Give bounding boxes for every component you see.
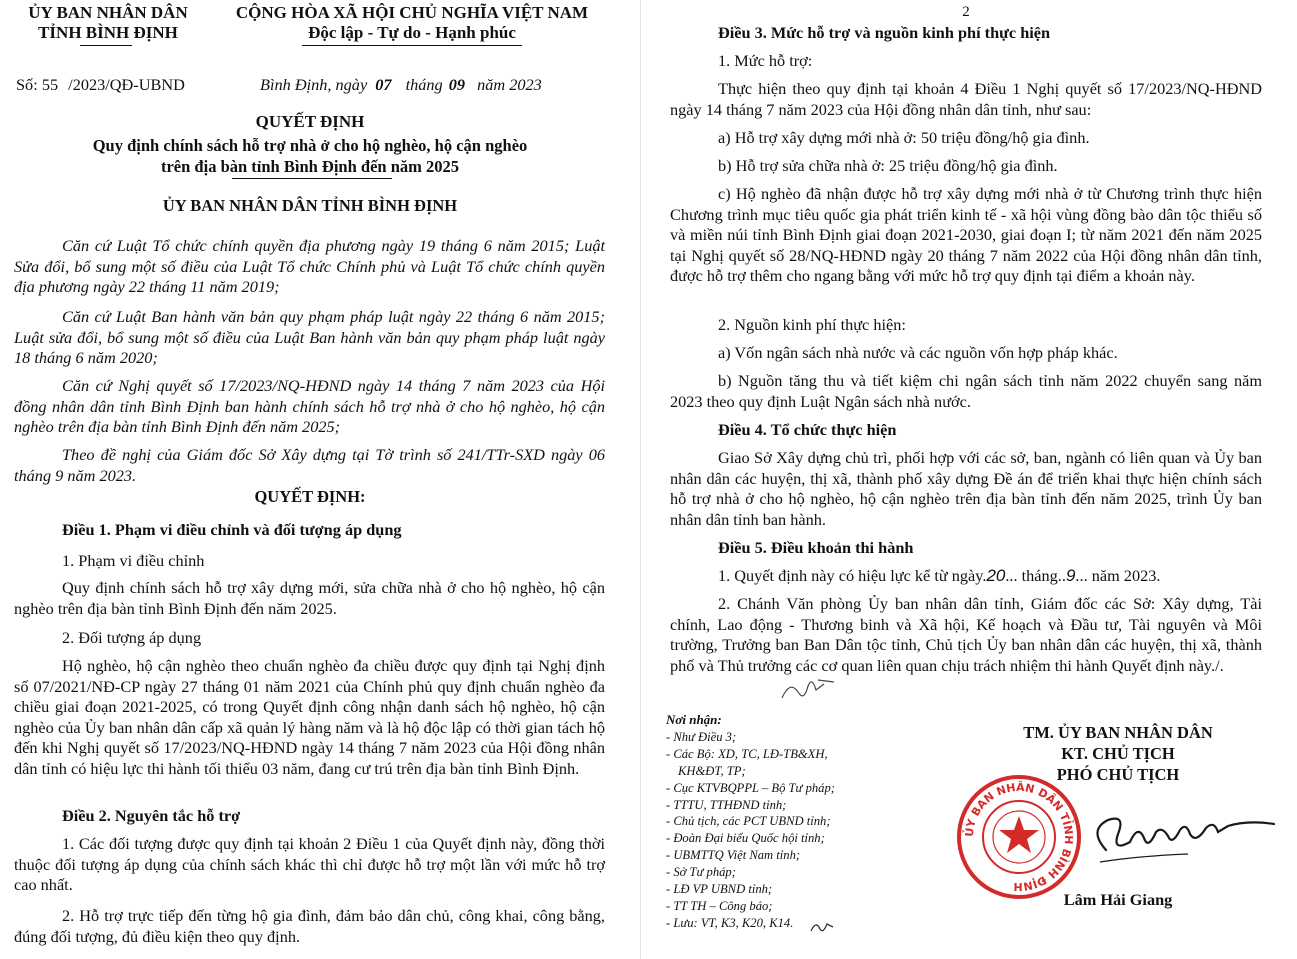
- article-4-title: Điều 4. Tổ chức thực hiện: [718, 420, 897, 439]
- article-5-clause-1: [718, 566, 1160, 587]
- place-date: [260, 75, 542, 95]
- page-number: 2: [962, 4, 970, 20]
- sign-title-2: KT. CHỦ TỊCH: [1061, 744, 1175, 763]
- recipient-item: - Các Bộ: XD, TC, LĐ-TB&XH,: [666, 746, 828, 761]
- date-month: 09: [448, 75, 466, 94]
- date-day: 07: [375, 75, 392, 94]
- article-1-clause-2-text: Hộ nghèo, hộ cận nghèo theo chuẩn nghèo đa chiều được quy định tại Nghị định số 07/2021/NĐ-CP ngày 27 tháng 01 năm 2021 của Chính phủ quy định chuẩn nghèo đa chiều giai đoạn 2021-2025, có trong Quyết định công nhận danh sách hộ nghèo, hộ cận nghèo của Ủy ban nhân dân cấp xã quản lý hàng năm và là hộ độc lập có thời gian tách hộ đến khi Nghị quyết số 17/2023/NQ-HĐND ngày 14 tháng 7 năm 2023 của Hội đồng nhân dân tỉnh có hiệu lực thi hành tối thiểu 03 năm, đang cư trú trên địa bàn tỉnh Bình Định.: [14, 656, 605, 778]
- page-2: [658, 0, 1297, 959]
- article-1-title: Điều 1. Phạm vi điều chỉnh và đối tượng áp dụng: [62, 520, 402, 539]
- recipient-item: - Đoàn Đại biểu Quốc hội tỉnh;: [666, 831, 825, 846]
- article-3-clause-1: 1. Mức hỗ trợ:: [718, 51, 813, 70]
- article-1-clause-1-text: Quy định chính sách hỗ trợ xây dựng mới, sửa chữa nhà ở cho hộ nghèo, hộ cận nghèo trên địa bàn tỉnh Bình Định đến năm 2025.: [14, 578, 605, 618]
- subject-underline: [232, 178, 392, 179]
- article-3-point-a: a) Hỗ trợ xây dựng mới nhà ở: 50 triệu đồng/hộ gia đình.: [718, 128, 1090, 147]
- legal-basis-2: Căn cứ Luật Ban hành văn bản quy phạm pháp luật ngày 22 tháng 6 năm 2015; Luật sửa đổi, bổ sung một số điều của Luật Ban hành văn bản quy phạm pháp luật ngày 18 tháng 6 năm 2020;: [14, 307, 605, 368]
- article-5-clause-2: 2. Chánh Văn phòng Ủy ban nhân dân tỉnh, Giám đốc các Sở: Xây dựng, Tài chính, Lao động - Thương binh và Xã hội, Kế hoạch và Đầu tư, Tài nguyên và Môi trường, Trưởng ban Ban Dân tộc tỉnh, Chủ tịch Ủy ban nhân dân các huyện, thị xã, thành phố và Thủ trưởng các cơ quan liên quan chịu trách nhiệm thi hành Quyết định này./.: [670, 594, 1262, 675]
- legal-basis-4: Theo đề nghị của Giám đốc Sở Xây dựng tại Tờ trình số 241/TTr-SXD ngày 06 tháng 9 năm 2023.: [14, 445, 605, 485]
- doc-no-value: 55: [41, 75, 59, 94]
- official-seal: [954, 772, 1084, 902]
- date-month-label: tháng: [405, 75, 443, 94]
- recipient-item: - Như Điều 3;: [666, 729, 737, 744]
- effective-month: 9: [1065, 566, 1076, 585]
- document-subject: [0, 135, 620, 177]
- document-type: QUYẾT ĐỊNH: [255, 112, 365, 131]
- recipient-item: - TT TH – Công báo;: [666, 898, 773, 913]
- page-gap: [640, 0, 641, 959]
- article-3-point-b: b) Hỗ trợ sửa chữa nhà ở: 25 triệu đồng/hộ gia đình.: [718, 156, 1058, 175]
- recipient-item: - Chủ tịch, các PCT UBND tỉnh;: [666, 814, 831, 829]
- motto-underline: [302, 45, 522, 46]
- recipients-block: [666, 712, 896, 932]
- article-3-clause-2: 2. Nguồn kinh phí thực hiện:: [718, 315, 906, 334]
- article-4-text: Giao Sở Xây dựng chủ trì, phối hợp với các sở, ban, ngành có liên quan và Ủy ban nhân dân các huyện, thị xã, thành phố xây dựng Đề án để triển khai thực hiện chính sách hỗ trợ nhà ở cho hộ nghèo, hộ cận nghèo trên địa bàn tỉnh đến năm 2025, trình Ủy ban nhân dân tỉnh ban hành.: [670, 448, 1262, 529]
- doc-no-suffix: /2023/QĐ-UBND: [68, 75, 185, 94]
- sign-title-3: PHÓ CHỦ TỊCH: [1056, 765, 1180, 784]
- motto: Độc lập - Tự do - Hạnh phúc: [308, 23, 516, 42]
- article-1-clause-1: 1. Phạm vi điều chỉnh: [62, 551, 205, 570]
- recipient-item: - TTTU, TTHĐND tỉnh;: [666, 797, 787, 812]
- article-3-clause-2-a: a) Vốn ngân sách nhà nước và các nguồn vốn hợp pháp khác.: [718, 343, 1118, 362]
- agency-line1: ỦY BAN NHÂN DÂN: [28, 3, 188, 22]
- subject-line1: Quy định chính sách hỗ trợ nhà ở cho hộ nghèo, hộ cận nghèo: [92, 136, 528, 155]
- recipient-item: - Lưu: VT, K3, K20, K14.: [666, 915, 794, 930]
- issuing-agency: [18, 3, 198, 43]
- subject-line2: trên địa bàn tỉnh Bình Định đến năm 2025: [160, 157, 459, 176]
- recipient-item: - Cục KTVBQPPL – Bộ Tư pháp;: [666, 780, 835, 795]
- signer-name: Lâm Hải Giang: [1063, 890, 1173, 909]
- national-header: [212, 3, 612, 43]
- page-1: [0, 0, 620, 959]
- decision-heading: QUYẾT ĐỊNH:: [254, 487, 366, 506]
- article-1-clause-2: 2. Đối tượng áp dụng: [62, 628, 202, 647]
- recipients-title: Nơi nhận:: [666, 712, 722, 727]
- recipient-item: KH&ĐT, TP;: [678, 763, 746, 778]
- sign-title-1: TM. ỦY BAN NHÂN DÂN: [1023, 723, 1213, 742]
- agency-line2: TỈNH BÌNH ĐỊNH: [38, 23, 178, 42]
- initials-mark: [778, 672, 838, 706]
- article-3-title: Điều 3. Mức hỗ trợ và nguồn kinh phí thực hiện: [718, 23, 1051, 42]
- article-2-clause-2: 2. Hỗ trợ trực tiếp đến từng hộ gia đình, đảm bảo dân chủ, công khai, công bằng, đúng đối tượng, đủ điều kiện theo quy định.: [14, 906, 605, 946]
- effective-date-suffix: ... năm 2023.: [1075, 566, 1161, 585]
- article-5-title: Điều 5. Điều khoản thi hành: [718, 538, 914, 557]
- handwritten-initial: [808, 918, 836, 936]
- legal-basis-3: Căn cứ Nghị quyết số 17/2023/NQ-HĐND ngày 14 tháng 7 năm 2023 của Hội đồng nhân dân tỉnh Bình Định ban hành chính sách hỗ trợ nhà ở cho hộ nghèo, hộ cận nghèo trên địa bàn tỉnh Bình Định đến năm 2025;: [14, 376, 605, 437]
- article-2-title: Điều 2. Nguyên tắc hỗ trợ: [62, 806, 241, 825]
- recipient-item: - LĐ VP UBND tỉnh;: [666, 882, 773, 897]
- recipient-item: - UBMTTQ Việt Nam tỉnh;: [666, 848, 801, 863]
- legal-basis-1: Căn cứ Luật Tổ chức chính quyền địa phương ngày 19 tháng 6 năm 2015; Luật Sửa đổi, bổ sung một số điều của Luật Tổ chức Chính phủ và Luật Tổ chức chính quyền địa phương ngày 22 tháng 11 năm 2019;: [14, 236, 605, 297]
- date-prefix: Bình Định, ngày: [260, 75, 368, 94]
- article-3-point-c: c) Hộ nghèo đã nhận được hỗ trợ xây dựng mới nhà ở từ Chương trình thực hiện Chương trình mục tiêu quốc gia phát triển kinh tế - xã hội vùng đồng bào dân tộc thiểu số và miền núi tỉnh Bình Định giai đoạn 2021-2030, giai đoạn I; từ năm 2021 đến năm 2025 tại Nghị quyết số 28/NQ-HĐND ngày 20 tháng 7 năm 2022 của Hội đồng nhân dân tỉnh, được hỗ trợ thêm cho ngang bằng với mức hỗ trợ quy định tại điểm a khoản này.: [670, 184, 1262, 286]
- effective-mid: ... tháng..: [1005, 566, 1066, 585]
- seal-text-path: ỦY BAN NHÂN DÂN TỈNH BÌNH ĐỊNH: [962, 780, 1076, 894]
- effective-day: 20: [986, 566, 1006, 585]
- article-3-clause-2-b: b) Nguồn tăng thu và tiết kiệm chi ngân sách tỉnh năm 2022 chuyển sang năm 2023 theo quy định Luật Ngân sách nhà nước.: [670, 371, 1262, 411]
- document-number: [16, 75, 185, 95]
- article-3-clause-1-text: Thực hiện theo quy định tại khoản 4 Điều 1 Nghị quyết số 17/2023/NQ-HĐND ngày 14 tháng 7 năm 2023 của Hội đồng nhân dân tỉnh, như sau:: [670, 79, 1262, 119]
- date-year: năm 2023: [477, 75, 542, 94]
- article-2-clause-1: 1. Các đối tượng được quy định tại khoản 2 Điều 1 của Quyết định này, đồng thời thuộc đối tượng áp dụng của chính sách khác thì chỉ được hỗ trợ một lần với mức hỗ trợ cao nhất.: [14, 834, 605, 895]
- issuer-heading: ỦY BAN NHÂN DÂN TỈNH BÌNH ĐỊNH: [162, 196, 458, 215]
- signature: [1078, 790, 1278, 880]
- doc-no-label: Số:: [16, 75, 38, 94]
- recipient-item: - Sở Tư pháp;: [666, 865, 736, 880]
- agency-underline: [80, 45, 132, 46]
- effective-date-prefix: 1. Quyết định này có hiệu lực kể từ ngày.: [718, 566, 987, 585]
- nation-name: CỘNG HÒA XÃ HỘI CHỦ NGHĨA VIỆT NAM: [235, 3, 589, 22]
